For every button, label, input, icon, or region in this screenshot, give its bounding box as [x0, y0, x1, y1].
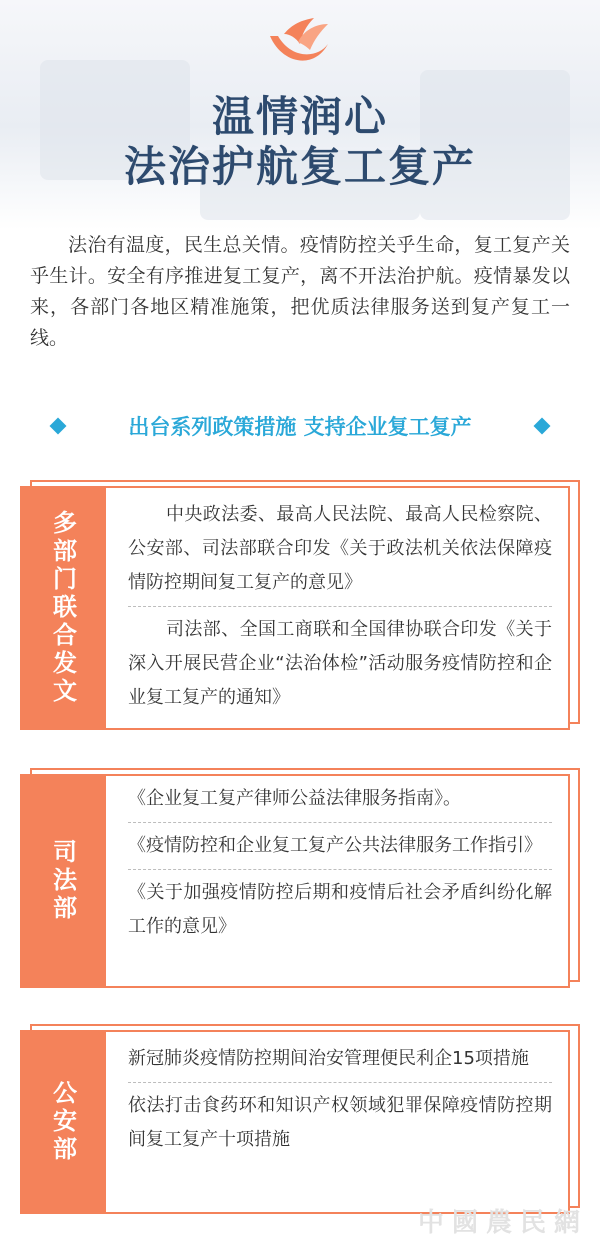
- page-title-line1: 温情润心: [211, 92, 388, 141]
- block-items: [128, 778, 552, 948]
- divider: [128, 869, 552, 870]
- list-item: 新冠肺炎疫情防控期间治安管理便民利企15项措施: [128, 1048, 529, 1069]
- block-label-text: 公安部: [48, 1080, 77, 1164]
- dove-logo-icon: [262, 14, 334, 76]
- intro-paragraph: 法治有温度，民生总关情。疫情防控关乎生命，复工复产关乎生计。安全有序推进复工复产，离不开法治护航。疫情暴发以来，各部门各地区精准施策，把优质法律服务送到复产复工一线。: [30, 234, 570, 349]
- policy-block-police: [20, 1024, 580, 1208]
- block-label-text: 多部门联合发文: [48, 510, 77, 706]
- block-label-text: 司法部: [48, 839, 77, 923]
- section-heading-text: 出台系列政策措施 支持企业复工复产: [128, 415, 472, 439]
- diamond-left-icon: [50, 418, 67, 435]
- divider: [128, 822, 552, 823]
- divider: [128, 606, 552, 607]
- policy-block-joint: [20, 480, 580, 724]
- hero-banner: [0, 0, 600, 230]
- block-items: [128, 494, 552, 719]
- block-items: [128, 1038, 552, 1161]
- list-item: 《疫情防控和企业复工复产公共法律服务工作指引》: [128, 835, 542, 856]
- policy-block-justice: [20, 768, 580, 982]
- block-label: [20, 1030, 106, 1214]
- block-label: [20, 774, 106, 988]
- diamond-right-icon: [534, 418, 551, 435]
- site-watermark: 中國農民網: [417, 1208, 588, 1238]
- list-item: 《企业复工复产律师公益法律服务指南》。: [128, 788, 461, 809]
- list-item: 依法打击食药环和知识产权领域犯罪保障疫情防控期间复工复产十项措施: [128, 1095, 552, 1150]
- list-item: 司法部、全国工商联和全国律协联合印发《关于深入开展民营企业“法治体检”活动服务疫情防控和企业复工复产的通知》: [128, 619, 552, 708]
- list-item: 《关于加强疫情防控后期和疫情后社会矛盾纠纷化解工作的意见》: [128, 882, 552, 937]
- section-heading: [0, 410, 600, 444]
- divider: [128, 1082, 552, 1083]
- list-item: 中央政法委、最高人民法院、最高人民检察院、公安部、司法部联合印发《关于政法机关依法保障疫情防控期间复工复产的意见》: [128, 504, 552, 593]
- block-label: [20, 486, 106, 730]
- page-title-line2: 法治护航复工复产: [123, 142, 476, 191]
